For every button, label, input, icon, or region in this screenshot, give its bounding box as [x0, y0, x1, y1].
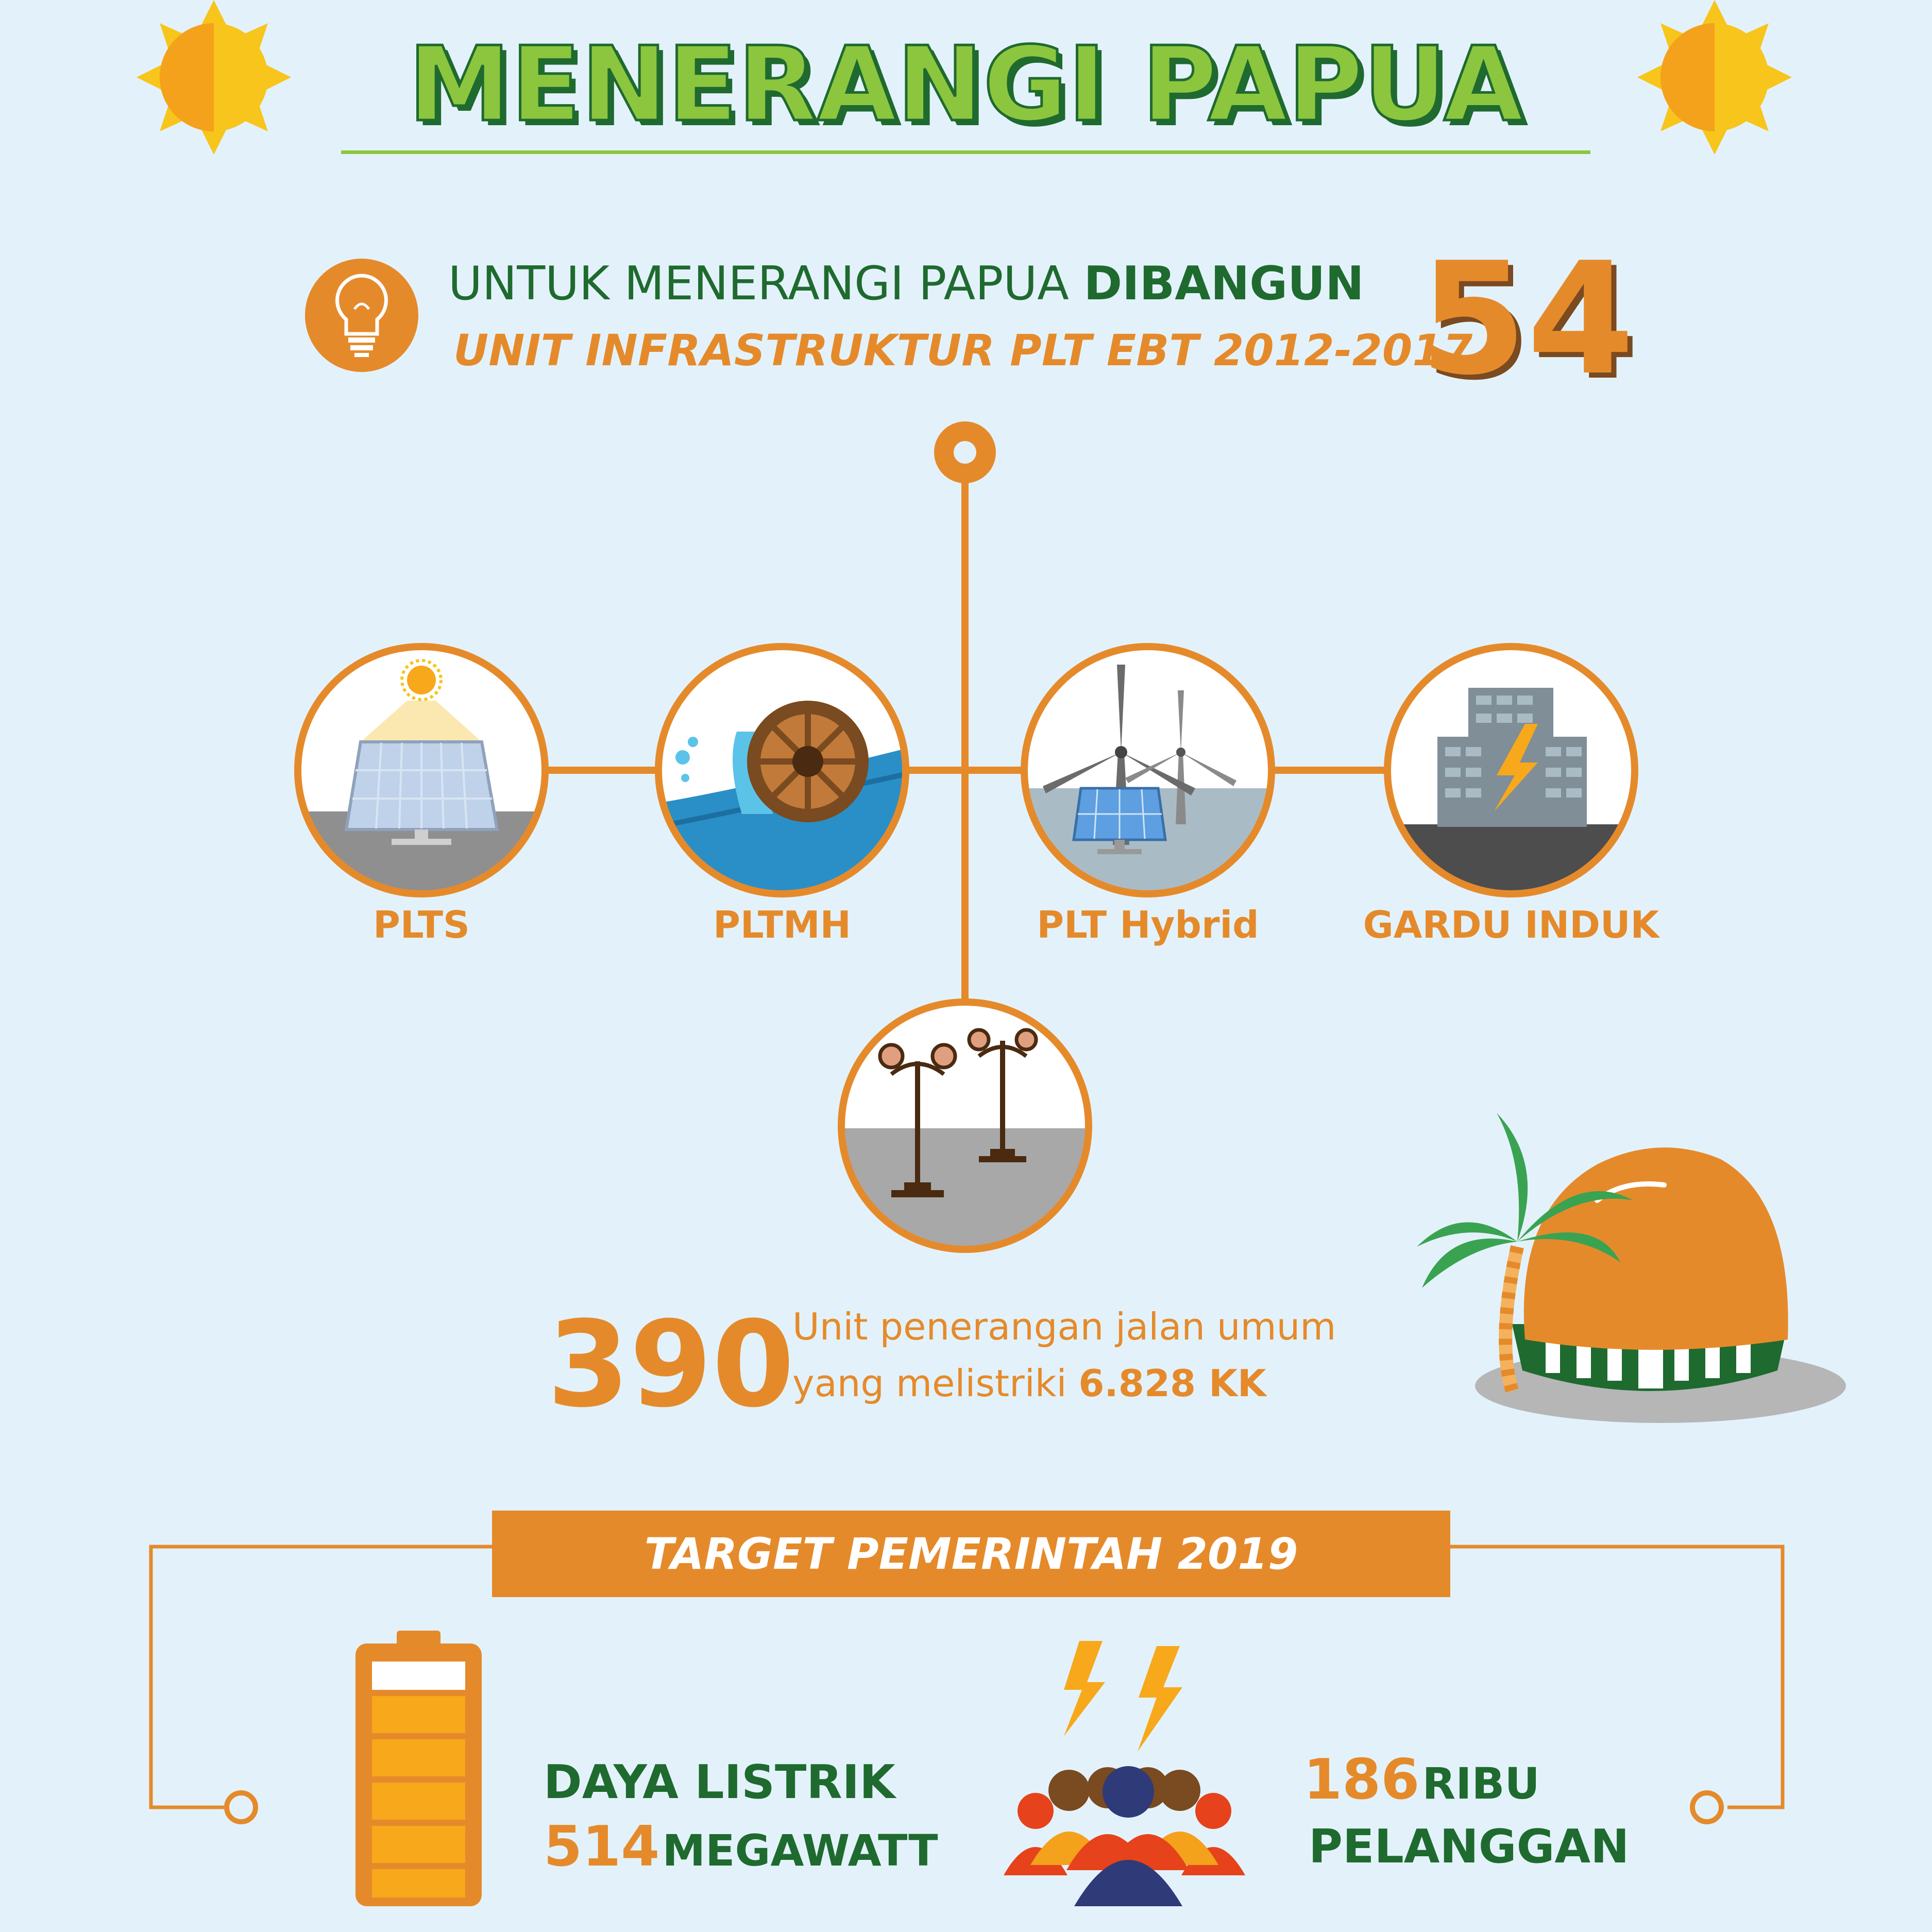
- target-title: TARGET PEMERINTAH 2019: [644, 1529, 1298, 1579]
- street-lights-number: 390: [547, 1296, 795, 1434]
- lightbulb-icon: [305, 259, 418, 372]
- power-unit: MEGAWATT: [662, 1825, 938, 1876]
- battery-icon: [355, 1631, 482, 1906]
- label-gardu-induk: GARDU INDUK: [1363, 903, 1659, 946]
- street-lights-illustration: [835, 1002, 1103, 1257]
- headline-big-number: 54: [1419, 229, 1635, 409]
- customers-unit: RIBU: [1422, 1758, 1540, 1809]
- street-lights-kk: 6.828 KK: [1078, 1362, 1266, 1405]
- title-underline: [341, 150, 1590, 154]
- street-lights-line-2: [792, 1360, 1266, 1406]
- power-value-line: [544, 1816, 938, 1894]
- page-title: MENERANGI PAPUA: [408, 25, 1523, 145]
- label-pltmh: PLTMH: [713, 903, 851, 946]
- customers-value: 186: [1303, 1748, 1420, 1812]
- customers-value-line: [1303, 1749, 1540, 1827]
- sun-icon-left: [137, 0, 291, 155]
- street-lights-line-2-normal: yang melistriki: [792, 1362, 1079, 1405]
- label-plt-hybrid: PLT Hybrid: [1037, 903, 1259, 946]
- headline-normal-text: UNTUK MENERANGI PAPUA: [448, 257, 1084, 311]
- label-plts: PLTS: [373, 903, 470, 946]
- power-label: DAYA LISTRIK: [544, 1755, 895, 1809]
- frame-node-right: [1692, 1793, 1721, 1822]
- street-lights-line-1: Unit penerangan jalan umum: [792, 1305, 1336, 1348]
- power-value: 514: [544, 1815, 660, 1879]
- headline-bold-text: DIBANGUN: [1083, 257, 1364, 311]
- honai-hut-illustration: [1417, 1113, 1846, 1423]
- people-lightning-icon: [1004, 1641, 1245, 1906]
- pltmh-illustration: [654, 647, 912, 917]
- customers-label: PELANGGAN: [1309, 1820, 1630, 1874]
- headline-line-2: UNIT INFRASTRUKTUR PLT EBT 2012-2017: [453, 325, 1473, 376]
- plt-hybrid-illustration: [1020, 647, 1278, 917]
- headline-line-1: [448, 256, 1364, 312]
- plts-illustration: [294, 647, 551, 914]
- gardu-induk-illustration: [1381, 647, 1643, 927]
- sun-icon-right: [1637, 0, 1792, 155]
- frame-node-left: [227, 1793, 256, 1822]
